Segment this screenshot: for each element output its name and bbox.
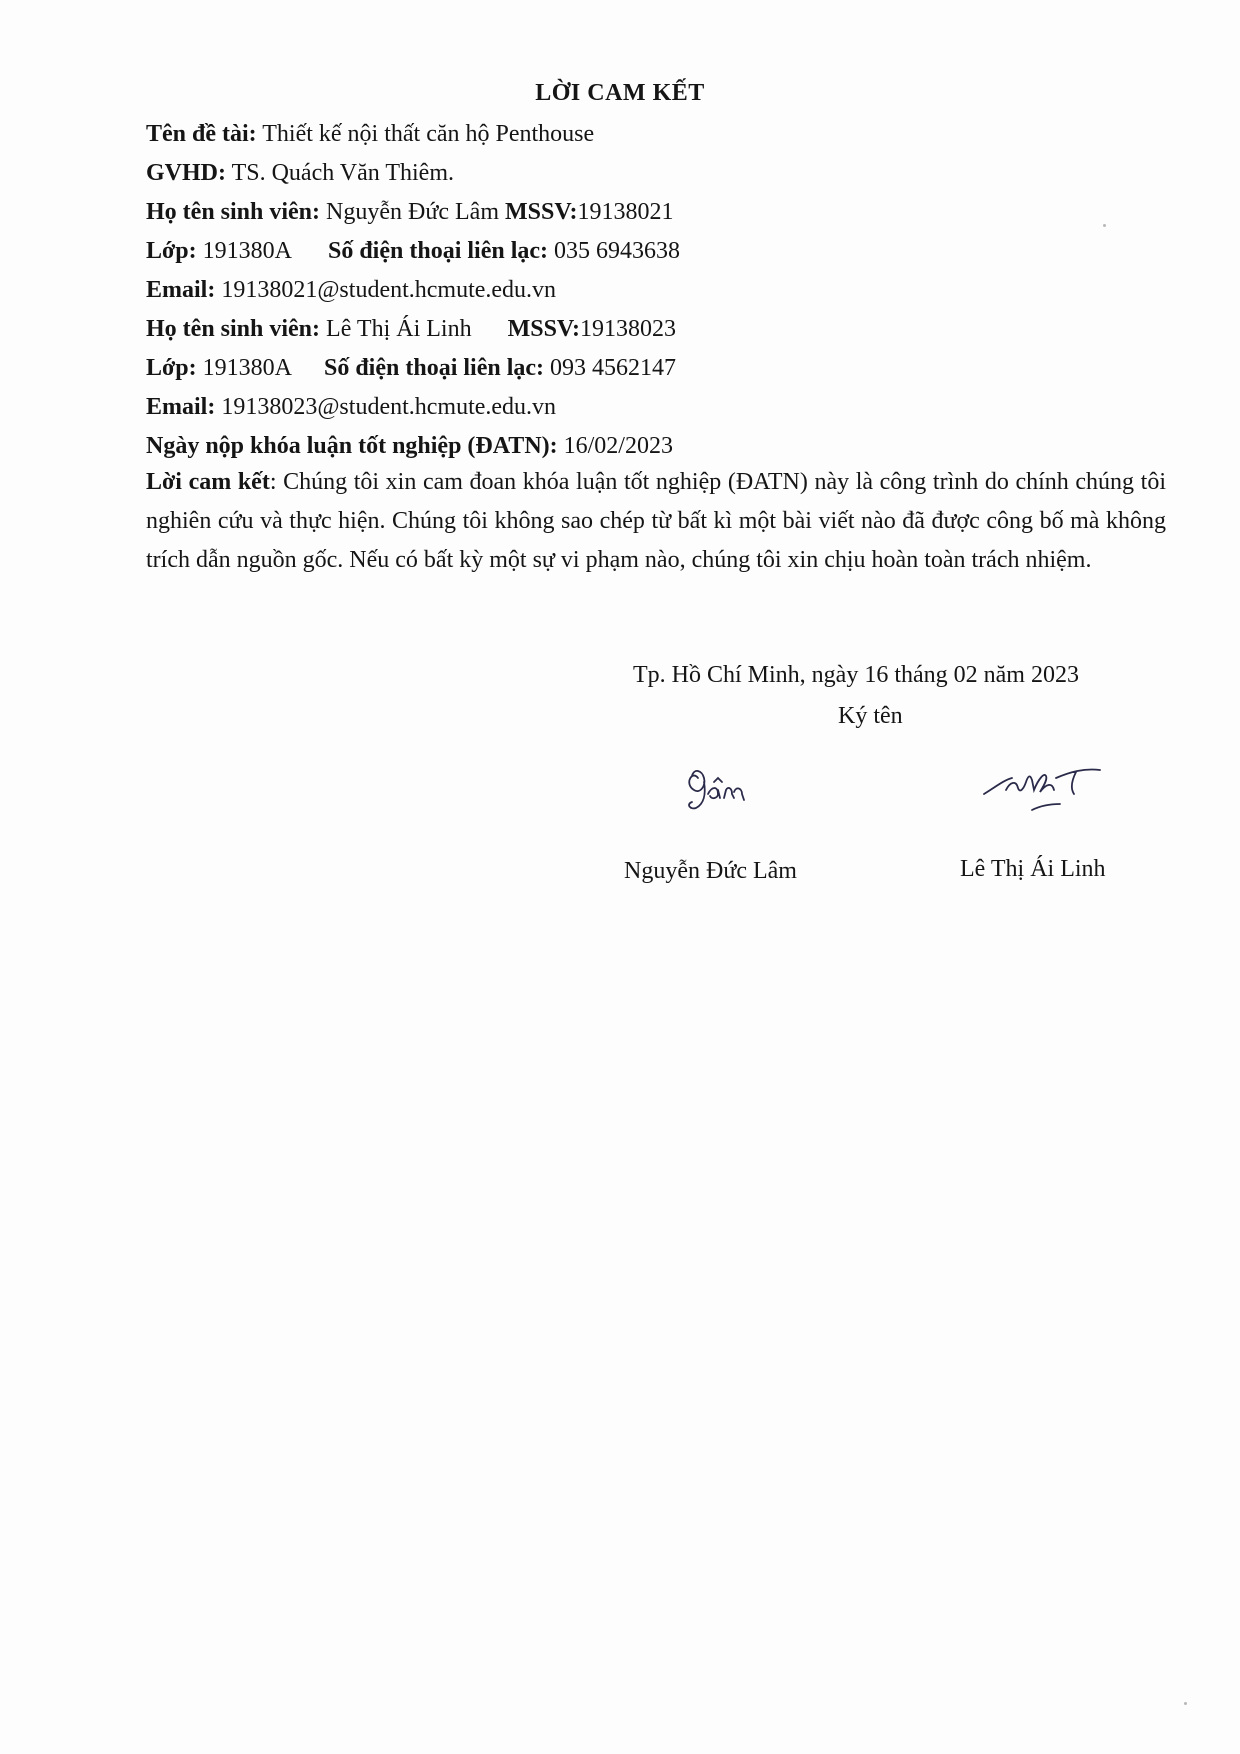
student1-name-label: Họ tên sinh viên: <box>146 199 321 225</box>
place-date: Tp. Hồ Chí Minh, ngày 16 tháng 02 năm 2023 <box>633 662 1079 688</box>
submit-date-value: 16/02/2023 <box>563 433 673 459</box>
student2-email-label: Email: <box>146 394 216 420</box>
scan-speck <box>1103 224 1106 227</box>
submit-date-line <box>146 433 673 460</box>
signature-1 <box>680 760 780 816</box>
student2-name-label: Họ tên sinh viên: <box>146 316 321 342</box>
student2-id: 19138023 <box>580 316 677 342</box>
student1-id: 19138021 <box>577 199 674 225</box>
signer-1-name: Nguyễn Đức Lâm <box>624 858 797 884</box>
student2-class: 191380A <box>202 355 292 381</box>
advisor-label: GVHD: <box>146 160 226 186</box>
student1-id-label: MSSV: <box>505 199 578 225</box>
student1-email-label: Email: <box>146 277 216 303</box>
student1-name: Nguyễn Đức Lâm <box>326 199 499 225</box>
advisor-value: TS. Quách Văn Thiêm. <box>231 160 454 186</box>
student1-name-line <box>146 199 673 226</box>
document-title: LỜI CAM KẾT <box>535 80 705 106</box>
student1-phone: 035 6943638 <box>554 238 681 264</box>
student1-class-label: Lớp: <box>146 238 197 264</box>
student1-class-line <box>146 238 680 265</box>
student2-email: 19138023@student.hcmute.edu.vn <box>221 394 557 420</box>
student2-phone: 093 4562147 <box>550 355 677 381</box>
topic-value: Thiết kế nội thất căn hộ Penthouse <box>262 121 595 147</box>
student2-id-label: MSSV: <box>507 316 581 342</box>
commitment-text: : Chúng tôi xin cam đoan khóa luận tốt nghiệp (ĐATN) này là công trình do chính chúng tôi nghiên cứu và thực hiện. Chúng tôi không sao chép từ bất kì một bài viết nào đã được công bố mà không trích dẫn nguồn gốc. Nếu có bất kỳ một sự vi phạm nào, chúng tôi xin chịu hoàn toàn trách nhiệm. <box>146 469 1166 573</box>
commitment-paragraph <box>146 463 1166 580</box>
student2-email-line <box>146 394 556 421</box>
advisor-line <box>146 160 454 187</box>
student2-name-line <box>146 316 676 343</box>
student2-class-line <box>146 355 676 382</box>
commitment-label: Lời cam kết <box>146 469 270 495</box>
signature-2 <box>980 758 1130 820</box>
topic-label: Tên đề tài: <box>146 121 257 147</box>
student2-phone-label: Số điện thoại liên lạc: <box>323 355 545 381</box>
topic-line <box>146 121 594 148</box>
submit-date-label: Ngày nộp khóa luận tốt nghiệp (ĐATN): <box>146 433 558 459</box>
signer-2-name: Lê Thị Ái Linh <box>960 856 1106 882</box>
scan-speck <box>1184 1702 1187 1705</box>
student2-name: Lê Thị Ái Linh <box>326 316 472 342</box>
student1-class: 191380A <box>202 238 292 264</box>
student1-phone-label: Số điện thoại liên lạc: <box>327 238 549 264</box>
sign-label: Ký tên <box>838 703 903 729</box>
student1-email-line <box>146 277 556 304</box>
student2-class-label: Lớp: <box>146 355 197 381</box>
student1-email: 19138021@student.hcmute.edu.vn <box>221 277 557 303</box>
